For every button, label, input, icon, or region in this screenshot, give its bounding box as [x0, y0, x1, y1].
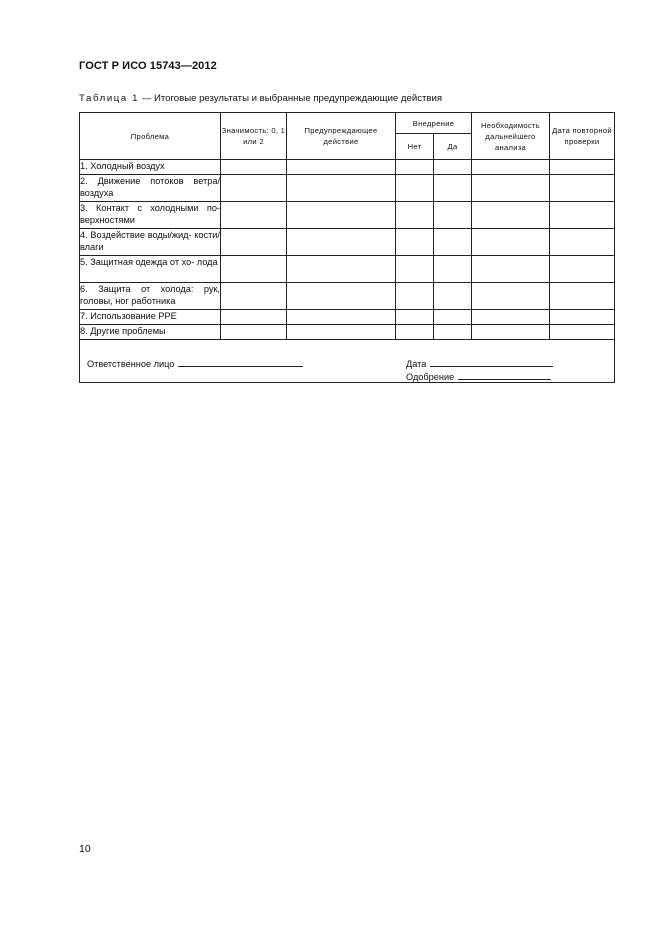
col-header-preventive-action: Предупреждающее действие — [287, 113, 396, 160]
impl-no-cell — [396, 202, 434, 229]
preventive-action-cell — [287, 256, 396, 283]
responsible-person-label: Ответственное лицо — [87, 359, 175, 369]
impl-yes-cell — [434, 160, 472, 175]
impl-yes-cell — [434, 310, 472, 325]
table-row — [80, 202, 615, 229]
significance-cell — [221, 283, 287, 310]
impl-no-cell — [396, 325, 434, 340]
preventive-action-cell — [287, 310, 396, 325]
further-analysis-cell — [472, 229, 550, 256]
document-code: ГОСТ Р ИСО 15743—2012 — [79, 60, 217, 72]
preventive-action-cell — [287, 229, 396, 256]
preventive-action-cell — [287, 283, 396, 310]
col-header-impl-no: Нет — [396, 134, 434, 160]
review-date-cell — [550, 160, 615, 175]
table-row — [80, 256, 615, 283]
table-caption-text: — Итоговые результаты и выбранные предупреждающие действия — [139, 93, 443, 104]
date-approval-fields — [406, 357, 553, 383]
table-row — [80, 160, 615, 175]
problem-cell: 6. Защита от холода: рук, головы, ног работника — [80, 283, 221, 310]
col-header-problem: Проблема — [80, 113, 221, 160]
review-date-cell — [550, 175, 615, 202]
impl-no-cell — [396, 229, 434, 256]
significance-cell — [221, 310, 287, 325]
col-header-further-analysis: Необходимость дальнейшего анализа — [472, 113, 550, 160]
significance-cell — [221, 229, 287, 256]
table-row — [80, 175, 615, 202]
page-number: 10 — [79, 843, 91, 855]
table-row — [80, 229, 615, 256]
table-caption-label: Таблица 1 — [79, 93, 140, 104]
problem-cell: 3. Контакт с холодными по- верхностями — [80, 202, 221, 229]
approval-field — [406, 370, 553, 383]
impl-yes-cell — [434, 256, 472, 283]
signature-row — [80, 340, 615, 383]
problem-cell: 8. Другие проблемы — [80, 325, 221, 340]
impl-no-cell — [396, 256, 434, 283]
significance-cell — [221, 202, 287, 229]
significance-cell — [221, 256, 287, 283]
signature-cell — [80, 340, 615, 383]
impl-no-cell — [396, 283, 434, 310]
col-header-review-date: Дата повторной проверки — [550, 113, 615, 160]
impl-yes-cell — [434, 202, 472, 229]
further-analysis-cell — [472, 283, 550, 310]
impl-yes-cell — [434, 283, 472, 310]
col-header-implementation: Внедрение — [396, 113, 472, 134]
review-date-cell — [550, 229, 615, 256]
problem-cell: 2. Движение потоков ветра/ воздуха — [80, 175, 221, 202]
table-row — [80, 325, 615, 340]
review-date-cell — [550, 202, 615, 229]
impl-no-cell — [396, 310, 434, 325]
review-date-cell — [550, 310, 615, 325]
date-line — [430, 357, 553, 367]
approval-label: Одобрение — [406, 372, 455, 382]
problem-cell: 1. Холодный воздух — [80, 160, 221, 175]
preventive-action-cell — [287, 175, 396, 202]
further-analysis-cell — [472, 202, 550, 229]
preventive-action-cell — [287, 202, 396, 229]
significance-cell — [221, 325, 287, 340]
significance-cell — [221, 160, 287, 175]
further-analysis-cell — [472, 256, 550, 283]
table-row — [80, 283, 615, 310]
further-analysis-cell — [472, 310, 550, 325]
impl-yes-cell — [434, 325, 472, 340]
preventive-action-cell — [287, 160, 396, 175]
impl-no-cell — [396, 175, 434, 202]
results-table — [79, 112, 615, 383]
problem-cell: 4. Воздействие воды/жид- кости/влаги — [80, 229, 221, 256]
further-analysis-cell — [472, 325, 550, 340]
problem-cell: 7. Использование PPE — [80, 310, 221, 325]
responsible-person-field — [87, 357, 303, 370]
col-header-impl-yes: Да — [434, 134, 472, 160]
impl-yes-cell — [434, 229, 472, 256]
table-row — [80, 310, 615, 325]
further-analysis-cell — [472, 160, 550, 175]
table-caption — [79, 93, 442, 104]
review-date-cell — [550, 325, 615, 340]
preventive-action-cell — [287, 325, 396, 340]
further-analysis-cell — [472, 175, 550, 202]
date-field — [406, 357, 553, 370]
review-date-cell — [550, 256, 615, 283]
impl-yes-cell — [434, 175, 472, 202]
significance-cell — [221, 175, 287, 202]
review-date-cell — [550, 283, 615, 310]
problem-cell: 5. Защитная одежда от хо- лода — [80, 256, 221, 283]
col-header-significance: Значимость: 0, 1 или 2 — [221, 113, 287, 160]
approval-line — [458, 370, 551, 380]
impl-no-cell — [396, 160, 434, 175]
responsible-person-line — [178, 357, 303, 367]
date-label: Дата — [406, 359, 427, 369]
